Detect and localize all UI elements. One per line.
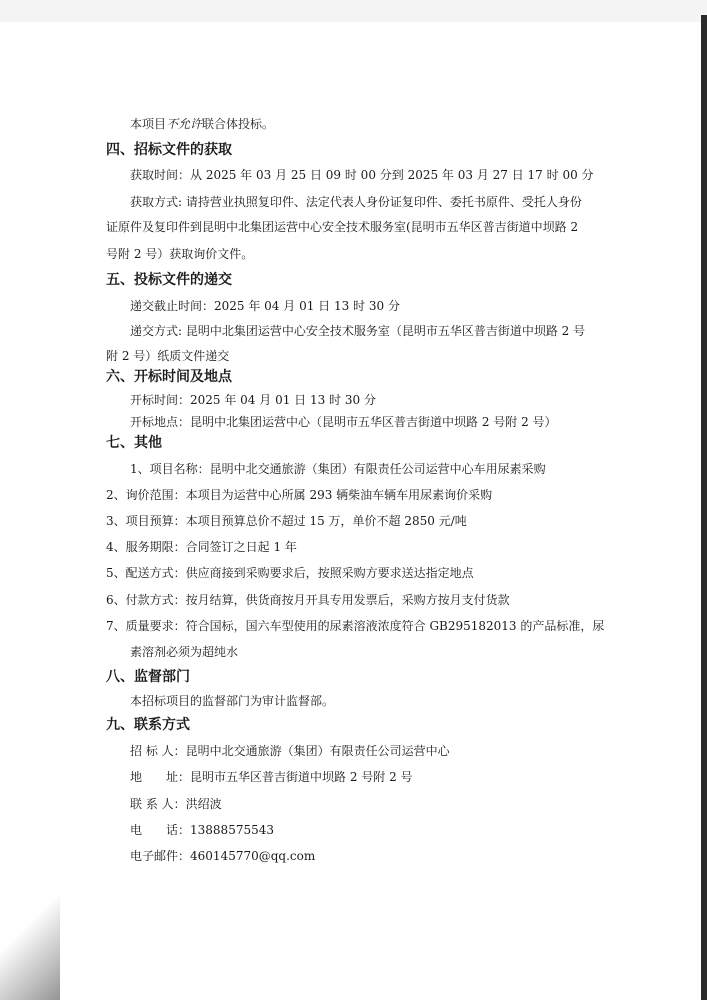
- contact-value: 洪绍波: [185, 797, 222, 811]
- s7-item-1: 1、项目名称：昆明中北交通旅游（集团）有限责任公司运营中心车用尿素采购: [130, 462, 546, 476]
- intro-italic: 不允许: [166, 117, 203, 131]
- s7-item-4: 4、服务期限：合同签订之日起 1 年: [106, 540, 297, 554]
- s7-item-7-line-2: 素溶剂必须为超纯水: [130, 645, 239, 659]
- tenderer-label: 招 标 人：: [130, 744, 186, 758]
- section-5-heading: 五、投标文件的递交: [106, 272, 232, 288]
- contact-label: 联 系 人：: [130, 797, 186, 811]
- s7-item-5: 5、配送方式：供应商接到采购要求后，按照采购方要求送达指定地点: [106, 566, 474, 580]
- s7-item-7-line-1: 7、质量要求：符合国标，国六车型使用的尿素溶液浓度符合 GB295182013 的产品标准，尿: [106, 619, 605, 633]
- section-8-heading: 八、监督部门: [106, 669, 190, 685]
- s6-time: 开标时间：2025 年 04 月 01 日 13 时 30 分: [130, 393, 376, 407]
- s4-method-3: 号附 2 号）获取询价文件。: [106, 247, 254, 261]
- s4-method-1: 获取方式: 请持营业执照复印件、法定代表人身份证复印件、委托书原件、受托人身份: [130, 195, 582, 209]
- s9-email-row: [130, 848, 315, 864]
- section-6-heading: 六、开标时间及地点: [106, 369, 232, 385]
- s9-contact-row: [130, 796, 222, 812]
- phone-value: 13888575543: [190, 823, 274, 837]
- s7-item-6: 6、付款方式：按月结算，供货商按月开具专用发票后，采购方按月支付货款: [106, 593, 510, 607]
- s9-phone-row: [130, 822, 274, 838]
- address-value: 昆明市五华区普吉街道中坝路 2 号附 2 号: [190, 770, 413, 784]
- s5-deadline: 递交截止时间：2025 年 04 月 01 日 13 时 30 分: [130, 299, 400, 313]
- section-7-heading: 七、其他: [106, 435, 162, 451]
- email-label: 电子邮件：: [130, 849, 191, 863]
- intro-line: [130, 116, 274, 132]
- section-9-heading: 九、联系方式: [106, 717, 190, 733]
- s8-text: 本招标项目的监督部门为审计监督部。: [130, 694, 335, 708]
- s5-method-2: 附 2 号）纸质文件递交: [106, 349, 230, 363]
- phone-label: 电 话：: [130, 823, 191, 837]
- s7-item-3: 3、项目预算：本项目预算总价不超过 15 万，单价不超 2850 元/吨: [106, 514, 467, 528]
- intro-suffix: 联合体投标。: [202, 117, 275, 131]
- intro-prefix: 本项目: [130, 117, 167, 131]
- s7-item-2: 2、询价范围：本项目为运营中心所属 293 辆柴油车辆车用尿素询价采购: [106, 488, 493, 502]
- scan-border-top: [0, 0, 707, 22]
- scan-border-right: [701, 15, 707, 1000]
- s9-tenderer-row: [130, 743, 450, 759]
- s4-time: 获取时间：从 2025 年 03 月 25 日 09 时 00 分到 2025 年 03 月 27 日 17 时 00 分: [130, 168, 594, 182]
- tenderer-value: 昆明中北交通旅游（集团）有限责任公司运营中心: [185, 744, 450, 758]
- address-label: 地 址：: [130, 770, 191, 784]
- scan-shadow-corner: [0, 880, 60, 1000]
- s4-method-2: 证原件及复印件到昆明中北集团运营中心安全技术服务室(昆明市五华区普吉街道中坝路 2: [106, 220, 579, 234]
- email-value: 460145770@qq.com: [190, 849, 316, 863]
- section-4-heading: 四、招标文件的获取: [106, 142, 232, 158]
- s9-address-row: [130, 769, 413, 785]
- s6-place: 开标地点：昆明中北集团运营中心（昆明市五华区普吉街道中坝路 2 号附 2 号）: [130, 415, 557, 429]
- s5-method-1: 递交方式: 昆明中北集团运营中心安全技术服务室（昆明市五华区普吉街道中坝路 2 号: [130, 324, 586, 338]
